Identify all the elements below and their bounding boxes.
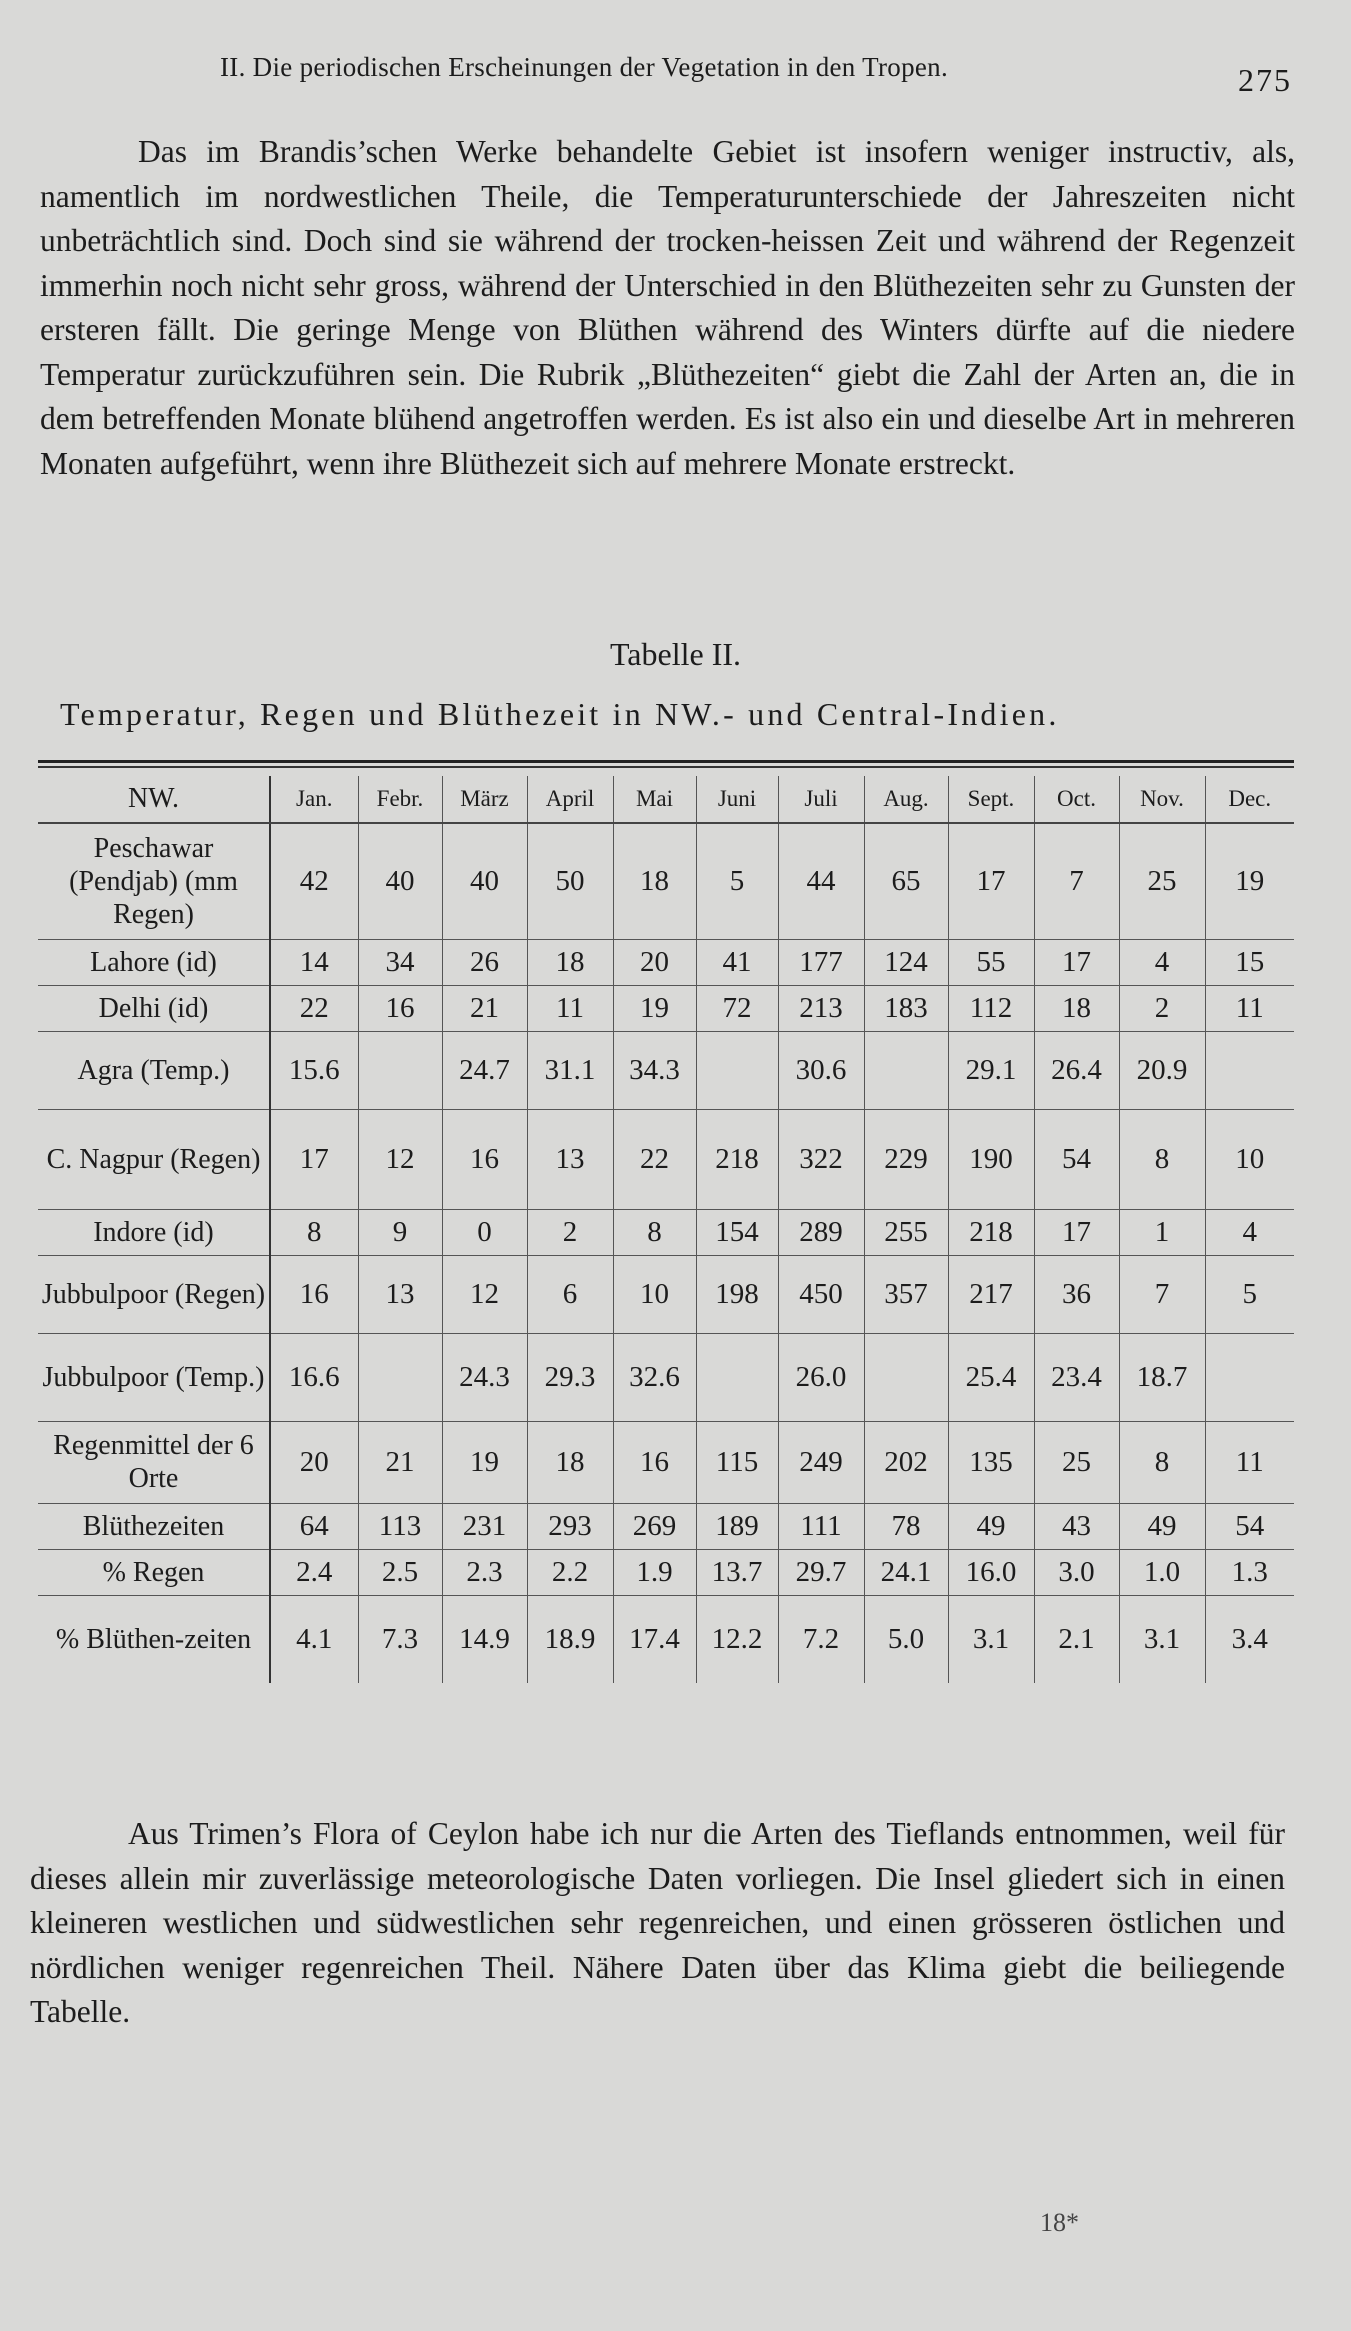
row-label: Indore (id) (38, 1209, 270, 1255)
table-cell: 29.1 (948, 1031, 1034, 1109)
table-cell: 49 (948, 1503, 1034, 1549)
table-cell: 2 (527, 1209, 613, 1255)
table-cell: 19 (613, 985, 696, 1031)
intro-paragraph: Das im Brandis’schen Werke behandelte Gebiet ist insofern weniger instructiv, als, namentlich im nordwestlichen Theile, die Temperaturunterschiede der Jahreszeiten nicht unbeträchtlich sind. Doch sind sie während der trocken-heissen Zeit und während der Regenzeit immerhin noch nicht sehr gross, während der Unterschied in den Blüthezeiten sehr zu Gunsten der ersteren fällt. Die geringe Menge von Blüthen während des Winters dürfte auf die niedere Temperatur zurückzuführen sein. Die Rubrik „Blüthezeiten“ giebt die Zahl der Arten an, die in dem betreffenden Monate blühend angetroffen werden. Es ist also ein und dieselbe Art in mehreren Monaten aufgeführt, wenn ihre Blüthezeit sich auf mehrere Monate erstreckt. (40, 134, 1295, 481)
month-header: April (527, 776, 613, 823)
table-cell: 8 (270, 1209, 358, 1255)
table-cell (696, 1333, 778, 1421)
table-cell: 16.0 (948, 1549, 1034, 1595)
table-cell: 12.2 (696, 1595, 778, 1683)
table-cell: 249 (778, 1421, 864, 1503)
table-cell: 29.7 (778, 1549, 864, 1595)
table-cell: 189 (696, 1503, 778, 1549)
table-body (38, 823, 1294, 1683)
table-cell: 2.4 (270, 1549, 358, 1595)
table-cell: 20.9 (1119, 1031, 1205, 1109)
table-cell: 34 (358, 939, 442, 985)
table-cell: 32.6 (613, 1333, 696, 1421)
month-header: Dec. (1205, 776, 1294, 823)
row-label: Agra (Temp.) (38, 1031, 270, 1109)
table-cell: 50 (527, 823, 613, 939)
table-cell: 22 (613, 1109, 696, 1209)
table-cell: 43 (1034, 1503, 1119, 1549)
table-cell: 8 (1119, 1109, 1205, 1209)
table-cell: 19 (1205, 823, 1294, 939)
row-label: Jubbulpoor (Regen) (38, 1255, 270, 1333)
table-cell: 23.4 (1034, 1333, 1119, 1421)
table-cell: 1.3 (1205, 1549, 1294, 1595)
table-cell: 5 (1205, 1255, 1294, 1333)
table-cell: 25 (1034, 1421, 1119, 1503)
table-row (38, 1595, 1294, 1683)
table-cell: 13 (527, 1109, 613, 1209)
table-cell: 229 (864, 1109, 948, 1209)
table-cell: 8 (613, 1209, 696, 1255)
table-cell: 24.1 (864, 1549, 948, 1595)
table-cell: 40 (442, 823, 527, 939)
table-cell: 218 (696, 1109, 778, 1209)
closing-paragraph: Aus Trimen’s Flora of Ceylon habe ich nur die Arten des Tieflands entnommen, weil für dieses allein mir zuverlässige meteorologische Daten vorliegen. Die Insel gliedert sich in einen kleineren westlichen und südwestlichen sehr regenreichen, und einen grösseren östlichen und nördlichen weniger regenreichen Theil. Nähere Daten über das Klima giebt die beiliegende Tabelle. (30, 1816, 1285, 2029)
table-row (38, 1209, 1294, 1255)
table-cell: 202 (864, 1421, 948, 1503)
row-label: Peschawar (Pendjab) (mm Regen) (38, 823, 270, 939)
table-cell: 12 (358, 1109, 442, 1209)
table-cell (864, 1333, 948, 1421)
table-cell: 65 (864, 823, 948, 939)
table-cell: 64 (270, 1503, 358, 1549)
table-cell: 218 (948, 1209, 1034, 1255)
row-label: Jubbulpoor (Temp.) (38, 1333, 270, 1421)
table-cell: 18.7 (1119, 1333, 1205, 1421)
table-cell: 72 (696, 985, 778, 1031)
month-header: Juni (696, 776, 778, 823)
table-cell: 24.7 (442, 1031, 527, 1109)
stub-header: NW. (38, 776, 270, 823)
table-row (38, 985, 1294, 1031)
table-cell: 2.2 (527, 1549, 613, 1595)
table-cell: 21 (358, 1421, 442, 1503)
table-cell: 30.6 (778, 1031, 864, 1109)
table-row (38, 1109, 1294, 1209)
table-cell: 115 (696, 1421, 778, 1503)
table-cell: 41 (696, 939, 778, 985)
table-cell: 8 (1119, 1421, 1205, 1503)
table-label: Tabelle II. (609, 636, 741, 672)
table-cell: 190 (948, 1109, 1034, 1209)
table-cell: 3.1 (948, 1595, 1034, 1683)
table-caption: Temperatur, Regen und Blüthezeit in NW.- und Central-Indien. (60, 696, 1060, 732)
table-cell: 10 (1205, 1109, 1294, 1209)
table-cell: 231 (442, 1503, 527, 1549)
table-cell: 16 (613, 1421, 696, 1503)
table-cell: 198 (696, 1255, 778, 1333)
table-header-row (38, 776, 1294, 823)
table-cell: 4.1 (270, 1595, 358, 1683)
table-cell: 293 (527, 1503, 613, 1549)
table-cell: 7.2 (778, 1595, 864, 1683)
table-cell: 16 (358, 985, 442, 1031)
table-cell: 2.5 (358, 1549, 442, 1595)
row-label: C. Nagpur (Regen) (38, 1109, 270, 1209)
table-row (38, 1255, 1294, 1333)
table-cell: 18 (1034, 985, 1119, 1031)
table-cell: 36 (1034, 1255, 1119, 1333)
table-cell: 5.0 (864, 1595, 948, 1683)
table-cell: 15 (1205, 939, 1294, 985)
table-cell: 2.1 (1034, 1595, 1119, 1683)
table-row (38, 1031, 1294, 1109)
table-cell (358, 1031, 442, 1109)
table-cell: 15.6 (270, 1031, 358, 1109)
table-cell: 213 (778, 985, 864, 1031)
table-cell: 16 (442, 1109, 527, 1209)
table-row (38, 939, 1294, 985)
table-row (38, 1421, 1294, 1503)
table-cell: 6 (527, 1255, 613, 1333)
table-cell (864, 1031, 948, 1109)
table-cell (358, 1333, 442, 1421)
row-label: % Regen (38, 1549, 270, 1595)
table-cell: 1.0 (1119, 1549, 1205, 1595)
table-row (38, 1549, 1294, 1595)
table-top-rule-thin (38, 766, 1294, 768)
table-row (38, 1333, 1294, 1421)
table-cell: 31.1 (527, 1031, 613, 1109)
table-cell: 9 (358, 1209, 442, 1255)
table-cell: 154 (696, 1209, 778, 1255)
table-cell: 2 (1119, 985, 1205, 1031)
table-cell: 7 (1119, 1255, 1205, 1333)
table-cell: 26 (442, 939, 527, 985)
table-cell: 16 (270, 1255, 358, 1333)
table-cell: 42 (270, 823, 358, 939)
table-cell: 1.9 (613, 1549, 696, 1595)
table-cell: 10 (613, 1255, 696, 1333)
table-cell: 11 (527, 985, 613, 1031)
table-cell: 4 (1119, 939, 1205, 985)
table-cell: 17.4 (613, 1595, 696, 1683)
table-cell: 13 (358, 1255, 442, 1333)
table-cell: 44 (778, 823, 864, 939)
table-cell: 113 (358, 1503, 442, 1549)
table-cell: 29.3 (527, 1333, 613, 1421)
row-label: % Blüthen-zeiten (38, 1595, 270, 1683)
table-cell: 22 (270, 985, 358, 1031)
table-cell: 3.0 (1034, 1549, 1119, 1595)
table-cell: 54 (1205, 1503, 1294, 1549)
row-label: Delhi (id) (38, 985, 270, 1031)
row-label: Lahore (id) (38, 939, 270, 985)
table-cell: 11 (1205, 1421, 1294, 1503)
table-cell: 1 (1119, 1209, 1205, 1255)
table-cell: 322 (778, 1109, 864, 1209)
table-cell: 183 (864, 985, 948, 1031)
month-header: Jan. (270, 776, 358, 823)
table-cell: 25 (1119, 823, 1205, 939)
table-cell: 18 (527, 939, 613, 985)
table-cell: 7 (1034, 823, 1119, 939)
signature-mark: 18* (1040, 2208, 1079, 2237)
row-label: Regenmittel der 6 Orte (38, 1421, 270, 1503)
month-header: Mai (613, 776, 696, 823)
month-header: Juli (778, 776, 864, 823)
running-head: II. Die periodischen Erscheinungen der Vegetation in den Tropen. (220, 52, 949, 82)
month-header: Aug. (864, 776, 948, 823)
table-cell: 49 (1119, 1503, 1205, 1549)
table-cell: 450 (778, 1255, 864, 1333)
table-row (38, 823, 1294, 939)
table-cell: 20 (613, 939, 696, 985)
month-header: Oct. (1034, 776, 1119, 823)
month-header: Sept. (948, 776, 1034, 823)
table-cell: 18 (613, 823, 696, 939)
climate-table (38, 776, 1294, 1683)
table-cell: 18 (527, 1421, 613, 1503)
table-cell: 12 (442, 1255, 527, 1333)
table-cell: 17 (1034, 1209, 1119, 1255)
table-cell: 4 (1205, 1209, 1294, 1255)
table-cell: 26.0 (778, 1333, 864, 1421)
table-cell: 255 (864, 1209, 948, 1255)
table-cell: 14.9 (442, 1595, 527, 1683)
month-header: März (442, 776, 527, 823)
table-row (38, 1503, 1294, 1549)
table-cell: 135 (948, 1421, 1034, 1503)
table-cell: 16.6 (270, 1333, 358, 1421)
table-cell: 55 (948, 939, 1034, 985)
table-cell: 17 (1034, 939, 1119, 985)
table-cell: 19 (442, 1421, 527, 1503)
table-cell: 111 (778, 1503, 864, 1549)
table-cell: 11 (1205, 985, 1294, 1031)
table-cell: 217 (948, 1255, 1034, 1333)
table-cell: 14 (270, 939, 358, 985)
table-cell: 25.4 (948, 1333, 1034, 1421)
table-cell: 289 (778, 1209, 864, 1255)
table-cell: 2.3 (442, 1549, 527, 1595)
table-top-rule (38, 760, 1294, 763)
page-number: 275 (1238, 62, 1292, 98)
table-cell: 269 (613, 1503, 696, 1549)
table-cell: 78 (864, 1503, 948, 1549)
table-cell: 3.1 (1119, 1595, 1205, 1683)
table-cell: 0 (442, 1209, 527, 1255)
table-cell: 54 (1034, 1109, 1119, 1209)
table-cell (1205, 1031, 1294, 1109)
table-cell: 17 (948, 823, 1034, 939)
table-cell: 357 (864, 1255, 948, 1333)
table-cell: 124 (864, 939, 948, 985)
table-cell: 18.9 (527, 1595, 613, 1683)
table-cell (696, 1031, 778, 1109)
table-cell: 21 (442, 985, 527, 1031)
table-cell: 40 (358, 823, 442, 939)
table-cell: 24.3 (442, 1333, 527, 1421)
table-cell: 20 (270, 1421, 358, 1503)
table-cell: 112 (948, 985, 1034, 1031)
table-cell: 26.4 (1034, 1031, 1119, 1109)
table-cell: 177 (778, 939, 864, 985)
table-cell: 13.7 (696, 1549, 778, 1595)
table-cell: 5 (696, 823, 778, 939)
table-cell: 3.4 (1205, 1595, 1294, 1683)
month-header: Nov. (1119, 776, 1205, 823)
table-cell (1205, 1333, 1294, 1421)
table-cell: 7.3 (358, 1595, 442, 1683)
table-cell: 17 (270, 1109, 358, 1209)
table-cell: 34.3 (613, 1031, 696, 1109)
row-label: Blüthezeiten (38, 1503, 270, 1549)
month-header: Febr. (358, 776, 442, 823)
